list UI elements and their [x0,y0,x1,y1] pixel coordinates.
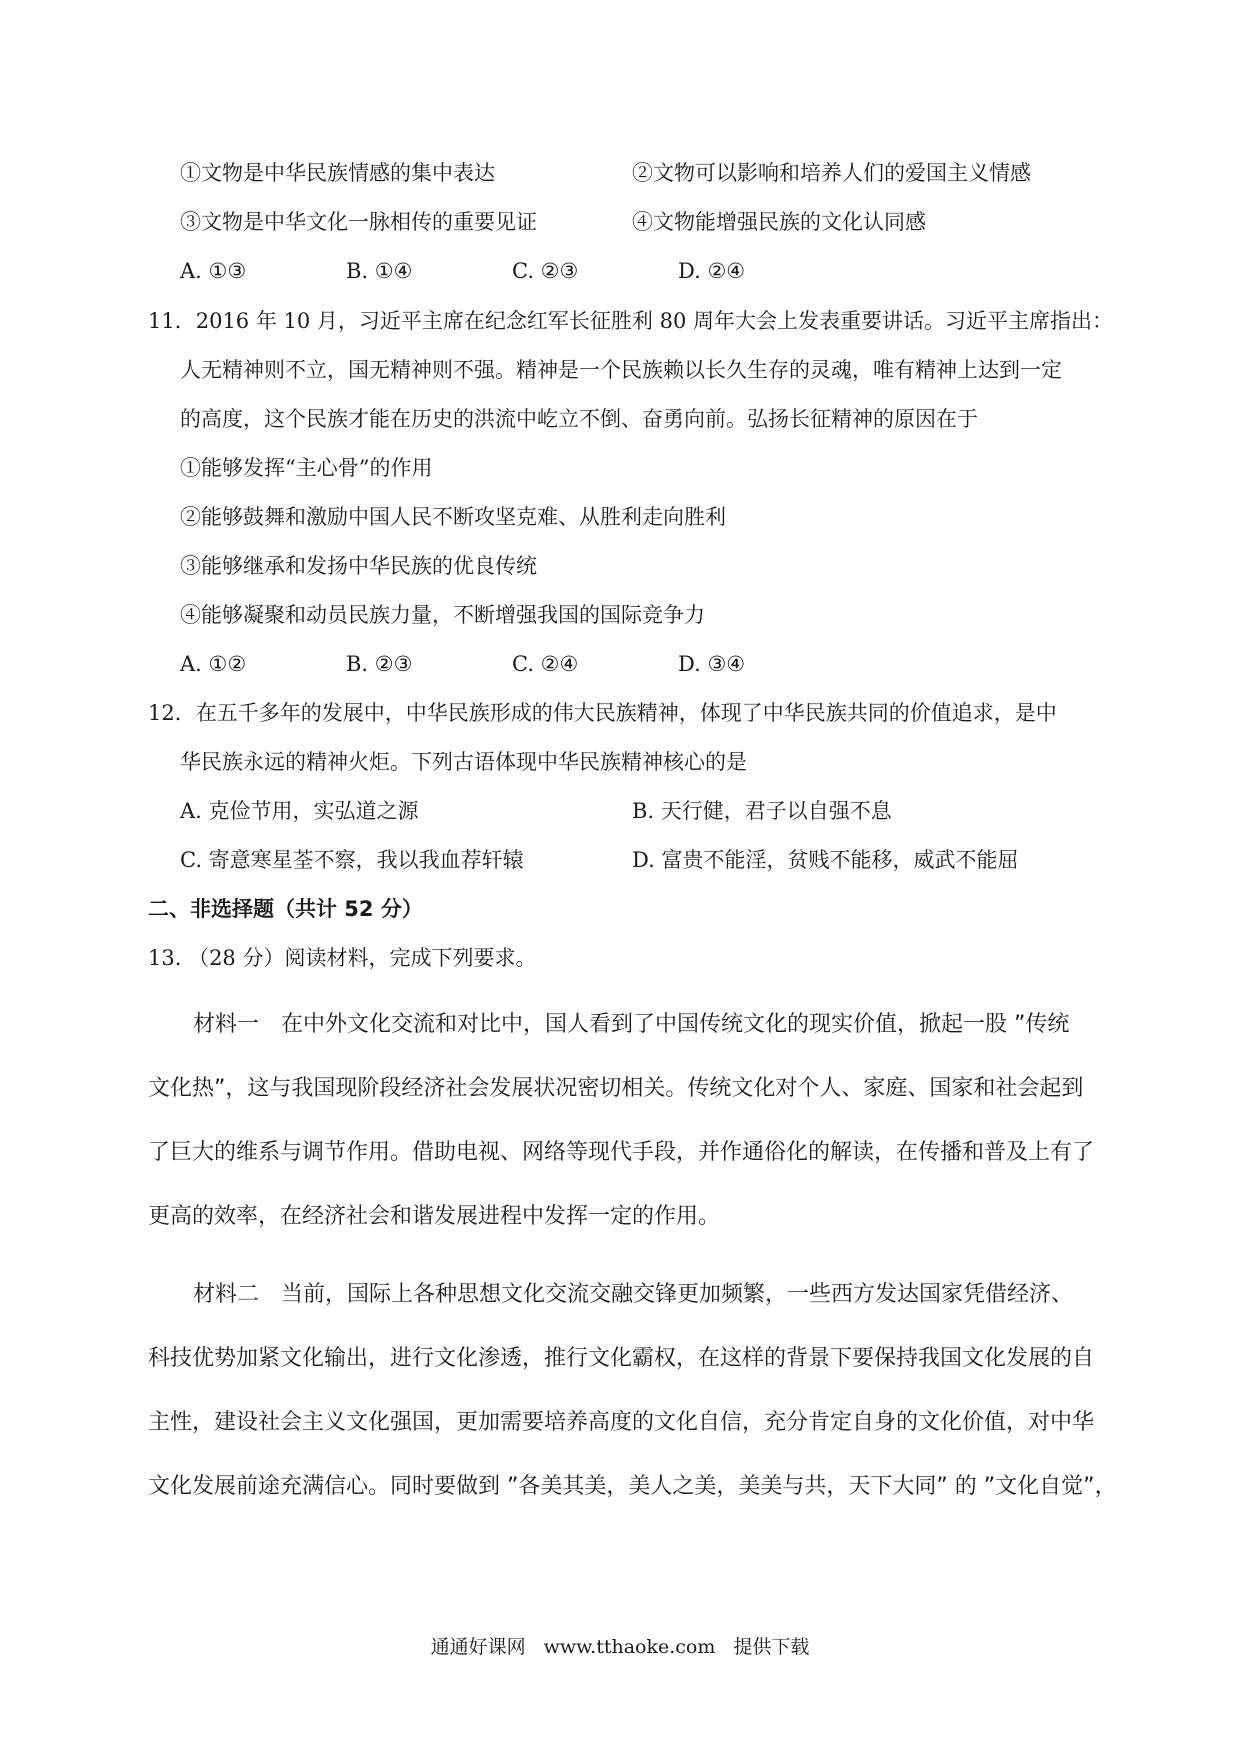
material-1-line-4: 更高的效率，在经济社会和谐发展进程中发挥一定的作用。 [148,1204,721,1229]
q10-option-b: B. ①④ [346,259,413,283]
material-2-line-1: 材料二 当前，国际上各种思想文化交流交融交锋更加频繁，一些西方发达国家凭借经济、 [193,1282,1074,1307]
material-1-line-2: 文化热”，这与我国现阶段经济社会发展状况密切相关。传统文化对个人、家庭、国家和社会起到 [148,1076,1084,1101]
page-footer [0,1634,1240,1660]
q11-option-b: B. ②③ [346,652,413,676]
q10-statement-4: ④文物能增强民族的文化认同感 [632,210,926,234]
footer-note: 提供下载 [733,1636,810,1658]
q12-option-a: A. 克俭节用，实弘道之源 [180,799,419,823]
q13-stem: 13. （28 分）阅读材料，完成下列要求。 [148,946,537,970]
q12-option-b: B. 天行健，君子以自强不息 [632,799,892,823]
material-1-line-1: 材料一 在中外文化交流和对比中，国人看到了中国传统文化的现实价值，掀起一股 ”传统 [193,1012,1070,1037]
q12-stem-line-2: 华民族永远的精神火炬。下列古语体现中华民族精神核心的是 [180,750,747,774]
q11-statement-4: ④能够凝聚和动员民族力量，不断增强我国的国际竞争力 [180,603,705,627]
q12-stem-line-1: 12．在五千多年的发展中，中华民族形成的伟大民族精神，体现了中华民族共同的价值追求，是中 [148,701,1057,725]
q10-statement-3: ③文物是中华文化一脉相传的重要见证 [180,210,537,234]
q11-statement-1: ①能够发挥“主心骨”的作用 [180,456,433,480]
material-2-line-3: 主性，建设社会主义文化强国，更加需要培养高度的文化自信，充分肯定自身的文化价值，对中华 [148,1410,1095,1435]
q11-option-d: D. ③④ [678,652,746,676]
q11-stem-line-2: 人无精神则不立，国无精神则不强。精神是一个民族赖以长久生存的灵魂，唯有精神上达到一定 [180,358,1062,382]
q10-option-c: C. ②③ [512,259,579,283]
material-2-line-2: 科技优势加紧文化输出，进行文化渗透，推行文化霸权，在这样的背景下要保持我国文化发展的自 [148,1346,1095,1371]
q11-statement-3: ③能够继承和发扬中华民族的优良传统 [180,554,537,578]
section-2-heading: 二、非选择题（共计 52 分） [148,897,423,921]
q10-option-d: D. ②④ [678,259,746,283]
material-2-line-4: 文化发展前途充满信心。同时要做到 ”各美其美，美人之美，美美与共，天下大同” 的 ”文化自觉”， [148,1474,1117,1499]
q11-stem-line-3: 的高度，这个民族才能在历史的洪流中屹立不倒、奋勇向前。弘扬长征精神的原因在于 [180,407,978,431]
q11-stem-line-1: 11．2016 年 10 月，习近平主席在纪念红军长征胜利 80 周年大会上发表重要讲话。习近平主席指出： [148,309,1113,333]
q10-option-a: A. ①③ [180,259,247,283]
material-1-line-3: 了巨大的维系与调节作用。借助电视、网络等现代手段，并作通俗化的解读，在传播和普及上有了 [148,1140,1095,1165]
footer-site-name: 通通好课网 [430,1636,526,1658]
q12-option-d: D. 富贵不能淫，贫贱不能移，威武不能屈 [632,848,1019,872]
q12-option-c: C. 寄意寒星荃不察，我以我血荐轩辕 [180,848,524,872]
q10-statement-1: ①文物是中华民族情感的集中表达 [180,161,495,185]
footer-url[interactable]: www.tthaoke.com [543,1636,716,1658]
q11-option-a: A. ①② [180,652,247,676]
q10-statement-2: ②文物可以影响和培养人们的爱国主义情感 [632,161,1031,185]
q11-option-c: C. ②④ [512,652,579,676]
q11-statement-2: ②能够鼓舞和激励中国人民不断攻坚克难、从胜利走向胜利 [180,505,726,529]
